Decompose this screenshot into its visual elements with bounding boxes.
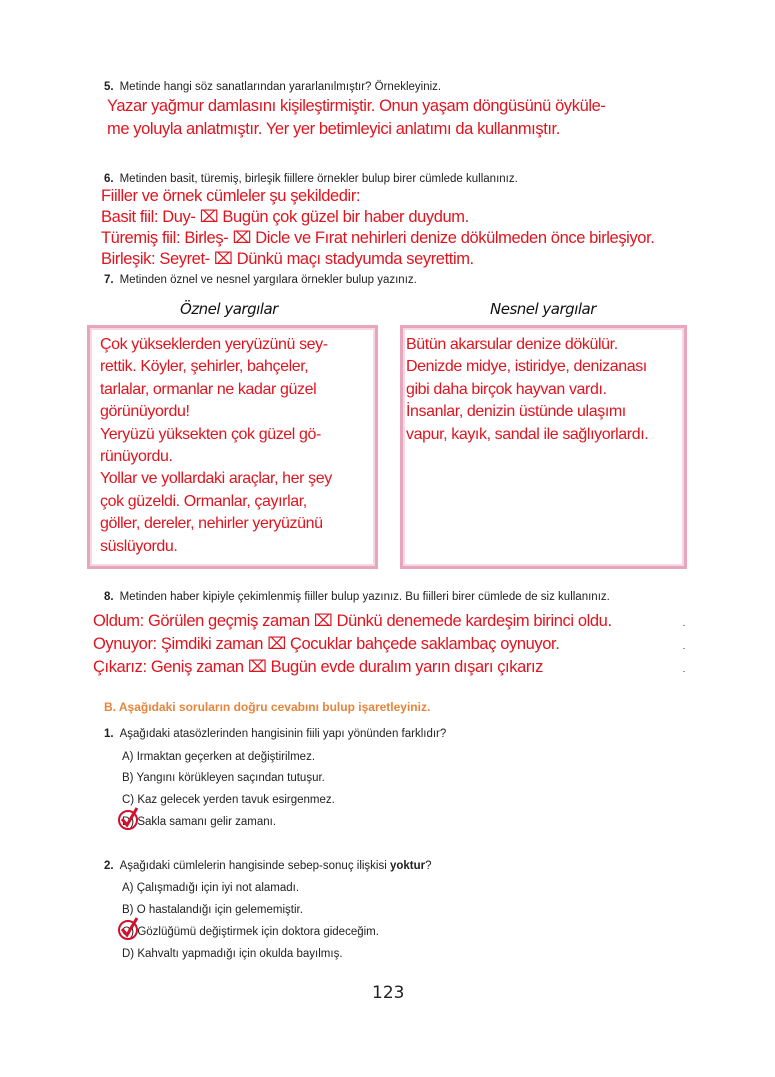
question-text: Metinde hangi söz sanatlarından yararlanılmıştır? Örnekleyiniz. <box>119 81 442 93</box>
question-number: 8. <box>104 591 114 603</box>
question-number: 2. <box>104 860 114 872</box>
box-line: İnsanlar, denizin üstünde ulaşımı <box>406 403 626 421</box>
question-text: Metinden öznel ve nesnel yargılara örnekler bulup yazınız. <box>119 274 417 286</box>
option-c[interactable]: C) Gözlüğümü değiştirmek için doktora gideceğim. <box>122 926 379 938</box>
option-a[interactable]: A) Irmaktan geçerken at değiştirilmez. <box>122 751 316 763</box>
answer-line: Çıkarız: Geniş zaman ⌧ Bugün evde duralım yarın dışarı çıkarız <box>93 658 543 676</box>
answer-line: Basit fiil: Duy- ⌧ Bugün çok güzel bir haber duydum. <box>101 208 469 226</box>
question-7 <box>104 273 417 287</box>
box-line: göller, dereler, nehirler yeryüzünü <box>100 515 323 533</box>
subjective-title: Öznel yargılar <box>180 300 278 318</box>
question-number: 6. <box>104 173 114 185</box>
question-text: Aşağıdaki cümlelerin hangisinde sebep-sonuç ilişkisi <box>119 860 390 872</box>
line-dot <box>683 671 685 672</box>
subjective-box <box>87 325 378 569</box>
box-line: vapur, kayık, sandal ile sağlıyorlardı. <box>406 425 649 443</box>
question-5 <box>104 80 441 94</box>
box-line: Çok yükseklerden yeryüzünü sey- <box>100 336 328 353</box>
answer-line: me yoluyla anlatmıştır. Yer yer betimleyici anlatımı da kullanmıştır. <box>107 120 560 138</box>
option-b[interactable]: B) O hastalandığı için gelememiştir. <box>122 904 303 916</box>
question-text: Aşağıdaki atasözlerinden hangisinin fiili yapı yönünden farklıdır? <box>119 728 447 740</box>
box-line: rettik. Köyler, şehirler, bahçeler, <box>100 358 309 376</box>
box-line: Yeryüzü yüksekten çok güzel gö- <box>100 425 321 443</box>
objective-title: Nesnel yargılar <box>490 300 596 318</box>
box-line: Yollar ve yollardaki araçlar, her şey <box>100 470 332 488</box>
question-8 <box>104 590 610 604</box>
question-6 <box>104 172 518 186</box>
answer-line: Yazar yağmur damlasını kişileştirmiştir. Onun yaşam döngüsünü öyküle- <box>107 97 606 115</box>
question-number: 7. <box>104 274 114 286</box>
answer-line: Birleşik: Seyret- ⌧ Dünkü maçı stadyumda seyrettim. <box>101 250 474 268</box>
box-line: Bütün akarsular denize dökülür. <box>406 336 618 353</box>
box-line: gibi daha birçok hayvan vardı. <box>406 380 607 398</box>
subjective-text <box>100 334 332 558</box>
line-dot <box>683 625 685 626</box>
check-mark-icon <box>117 806 141 830</box>
objective-text <box>406 334 648 446</box>
box-line: süslüyordu. <box>100 537 178 555</box>
question-text: Metinden basit, türemiş, birleşik fiillere örnekler bulup birer cümlede kullanınız. <box>119 173 518 185</box>
box-line: görünüyordu! <box>100 403 190 421</box>
check-mark-icon <box>117 916 141 940</box>
question-emphasis: yoktur <box>389 860 426 872</box>
question-number: 5. <box>104 81 114 93</box>
box-line: tarlalar, ormanlar ne kadar güzel <box>100 380 317 398</box>
question-text: Metinden haber kipiyle çekimlenmiş fiiller bulup yazınız. Bu fiilleri birer cümlede de siz kullanınız. <box>119 591 610 603</box>
option-c[interactable]: C) Kaz gelecek yerden tavuk esirgenmez. <box>122 794 335 806</box>
box-line: rünüyordu. <box>100 448 173 466</box>
question-number: 1. <box>104 728 114 740</box>
mc-question-2 <box>104 859 432 873</box>
option-a[interactable]: A) Çalışmadığı için iyi not alamadı. <box>122 882 300 894</box>
question-text-end: ? <box>425 860 432 872</box>
answer-line: Oynuyor: Şimdiki zaman ⌧ Çocuklar bahçede saklambaç oynuyor. <box>93 635 560 653</box>
page-number: 123 <box>372 983 405 1003</box>
section-b-title: B. Aşağıdaki soruların doğru cevabını bulup işaretleyiniz. <box>104 700 431 714</box>
option-b[interactable]: B) Yangını körükleyen saçından tutuşur. <box>122 772 325 784</box>
answer-line: Oldum: Görülen geçmiş zaman ⌧ Dünkü denemede kardeşim birinci oldu. <box>93 612 612 630</box>
mc-question-1 <box>104 727 446 741</box>
option-d[interactable]: D) Sakla samanı gelir zamanı. <box>122 816 277 828</box>
answer-line: Türemiş fiil: Birleş- ⌧ Dicle ve Fırat nehirleri denize dökülmeden önce birleşiyor. <box>101 229 655 247</box>
objective-box <box>400 325 687 569</box>
option-d[interactable]: D) Kahvaltı yapmadığı için okulda bayılmış. <box>122 948 343 960</box>
line-dot <box>683 648 685 649</box>
box-line: Denizde midye, istiridye, denizanası <box>406 358 647 376</box>
box-line: çok güzeldi. Ormanlar, çayırlar, <box>100 492 307 510</box>
answer-line: Fiiller ve örnek cümleler şu şekildedir: <box>101 187 361 205</box>
